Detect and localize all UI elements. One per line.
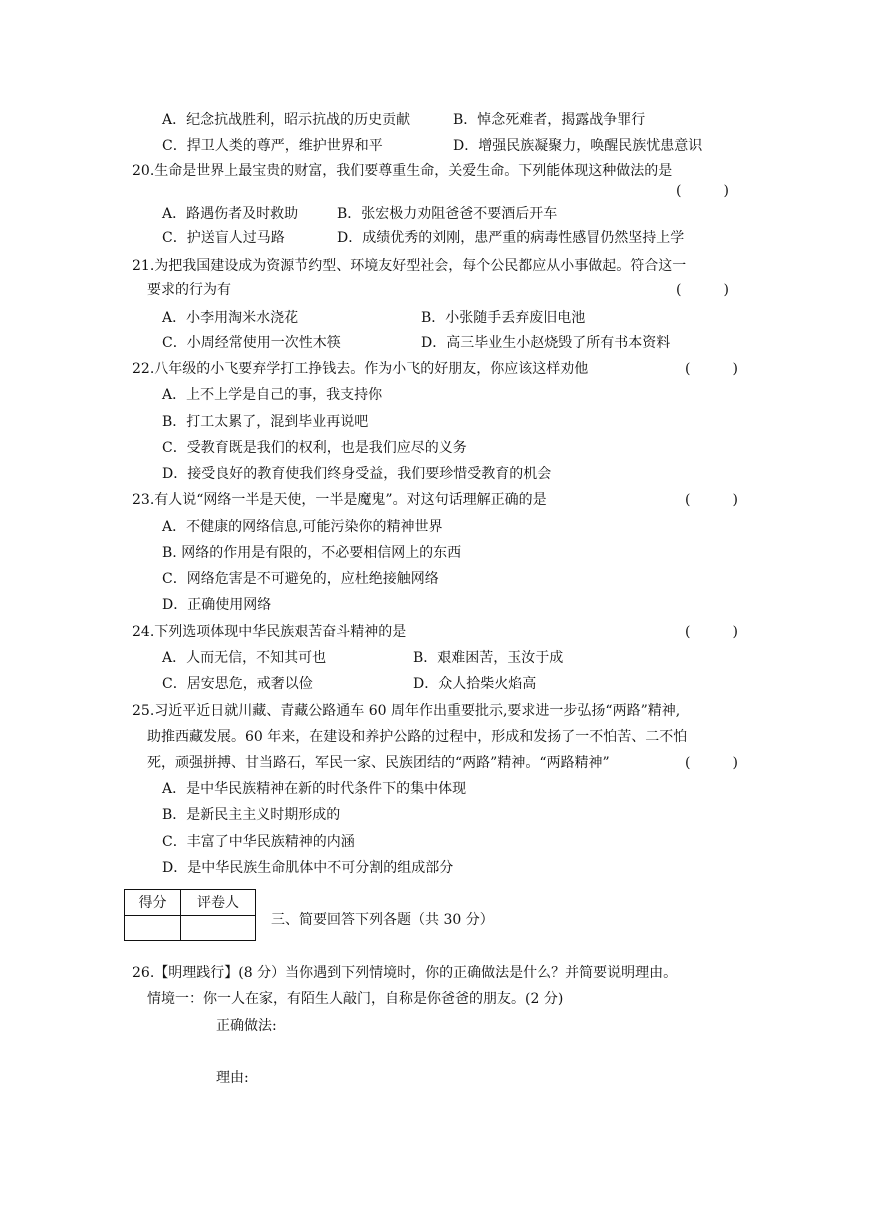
q25-option-d: D．是中华民族生命肌体中不可分割的组成部分	[162, 860, 454, 876]
q21-option-a: A．小李用淘米水浇花	[162, 310, 299, 326]
q20-option-a: A．路遇伤者及时救助	[162, 206, 299, 222]
q26-correct-practice-label: 正确做法:	[216, 1018, 277, 1034]
q23-answer-blank: ( )	[685, 492, 738, 508]
q25-option-a: A．是中华民族精神在新的时代条件下的集中体现	[162, 781, 467, 797]
q20-answer-blank: ( )	[676, 183, 729, 199]
q22-answer-blank: ( )	[685, 361, 738, 377]
q22-option-c: C．受教育既是我们的权利，也是我们应尽的义务	[162, 440, 467, 456]
score-cell	[125, 915, 181, 941]
q23-option-d: D．正确使用网络	[162, 597, 272, 613]
q20-stem: 20.生命是世界上最宝贵的财富，我们要尊重生命，关爱生命。下列能体现这种做法的是	[132, 163, 673, 179]
q23-option-b: B. 网络的作用是有限的，不必要相信网上的东西	[162, 545, 462, 561]
score-header: 得分	[125, 890, 181, 916]
q24-option-c: C．居安思危，戒奢以俭	[162, 676, 313, 692]
q19-option-d: D．增强民族凝聚力，唤醒民族忧患意识	[453, 138, 703, 154]
q23-stem: 23.有人说“网络一半是天使，一半是魔鬼”。对这句话理解正确的是	[132, 492, 547, 508]
q22-stem: 22.八年级的小飞要弃学打工挣钱去。作为小飞的好朋友，你应该这样劝他	[132, 361, 589, 377]
q23-option-a: A．不健康的网络信息,可能污染你的精神世界	[162, 519, 443, 535]
q20-option-b: B．张宏极力劝阻爸爸不要酒后开车	[337, 206, 558, 222]
section-3-title: 三、简要回答下列各题（共 30 分）	[271, 912, 494, 928]
grader-cell	[181, 915, 256, 941]
q26-scenario-1: 情境一：你一人在家，有陌生人敲门，自称是你爸爸的朋友。(2 分)	[147, 991, 564, 1007]
q25-option-c: C．丰富了中华民族精神的内涵	[162, 834, 355, 850]
q21-stem: 21.为把我国建设成为资源节约型、环境友好型社会，每个公民都应从小事做起。符合这一	[132, 258, 687, 274]
grader-header: 评卷人	[181, 890, 256, 916]
q22-option-d: D．接受良好的教育使我们终身受益，我们要珍惜受教育的机会	[162, 466, 552, 482]
q24-stem: 24.下列选项体现中华民族艰苦奋斗精神的是	[132, 624, 407, 640]
q25-answer-blank: ( )	[685, 755, 738, 771]
q20-option-c: C．护送盲人过马路	[162, 230, 285, 246]
q22-option-b: B．打工太累了，混到毕业再说吧	[162, 414, 369, 430]
q22-option-a: A．上不上学是自己的事，我支持你	[162, 387, 383, 403]
q21-stem-cont: 要求的行为有	[147, 282, 231, 298]
q23-option-c: C．网络危害是不可避免的，应杜绝接触网络	[162, 571, 439, 587]
q24-option-b: B．艰难困苦，玉汝于成	[413, 650, 564, 666]
q21-option-b: B．小张随手丢弃废旧电池	[421, 310, 586, 326]
q24-option-d: D．众人拾柴火焰高	[413, 676, 537, 692]
q25-stem-line2: 助推西藏发展。60 年来，在建设和养护公路的过程中，形成和发扬了一不怕苦、二不怕	[147, 729, 688, 745]
q19-option-b: B．悼念死难者，揭露战争罪行	[453, 112, 646, 128]
score-table	[124, 889, 256, 941]
q24-option-a: A．人而无信，不知其可也	[162, 650, 327, 666]
q26-stem: 26.【明理践行】(8 分）当你遇到下列情境时，你的正确做法是什么？并简要说明理由。	[132, 965, 678, 981]
q26-reason-label: 理由:	[216, 1070, 249, 1086]
q25-stem-line1: 25.习近平近日就川藏、青藏公路通车 60 周年作出重要批示,要求进一步弘扬“两路”精神,	[132, 703, 681, 719]
q21-answer-blank: ( )	[676, 282, 729, 298]
q20-option-d: D．成绩优秀的刘刚，患严重的病毒性感冒仍然坚持上学	[337, 230, 685, 246]
q19-option-c: C．捍卫人类的尊严，维护世界和平	[162, 138, 383, 154]
q25-stem-line3: 死，顽强拼搏、甘当路石，军民一家、民族团结的“两路”精神。“两路精神”	[147, 755, 610, 771]
q21-option-d: D．高三毕业生小赵烧毁了所有书本资料	[421, 335, 671, 351]
q25-option-b: B．是新民主主义时期形成的	[162, 807, 341, 823]
q19-option-a: A．纪念抗战胜利，昭示抗战的历史贡献	[162, 112, 411, 128]
q21-option-c: C．小周经常使用一次性木筷	[162, 335, 341, 351]
q24-answer-blank: ( )	[685, 624, 738, 640]
